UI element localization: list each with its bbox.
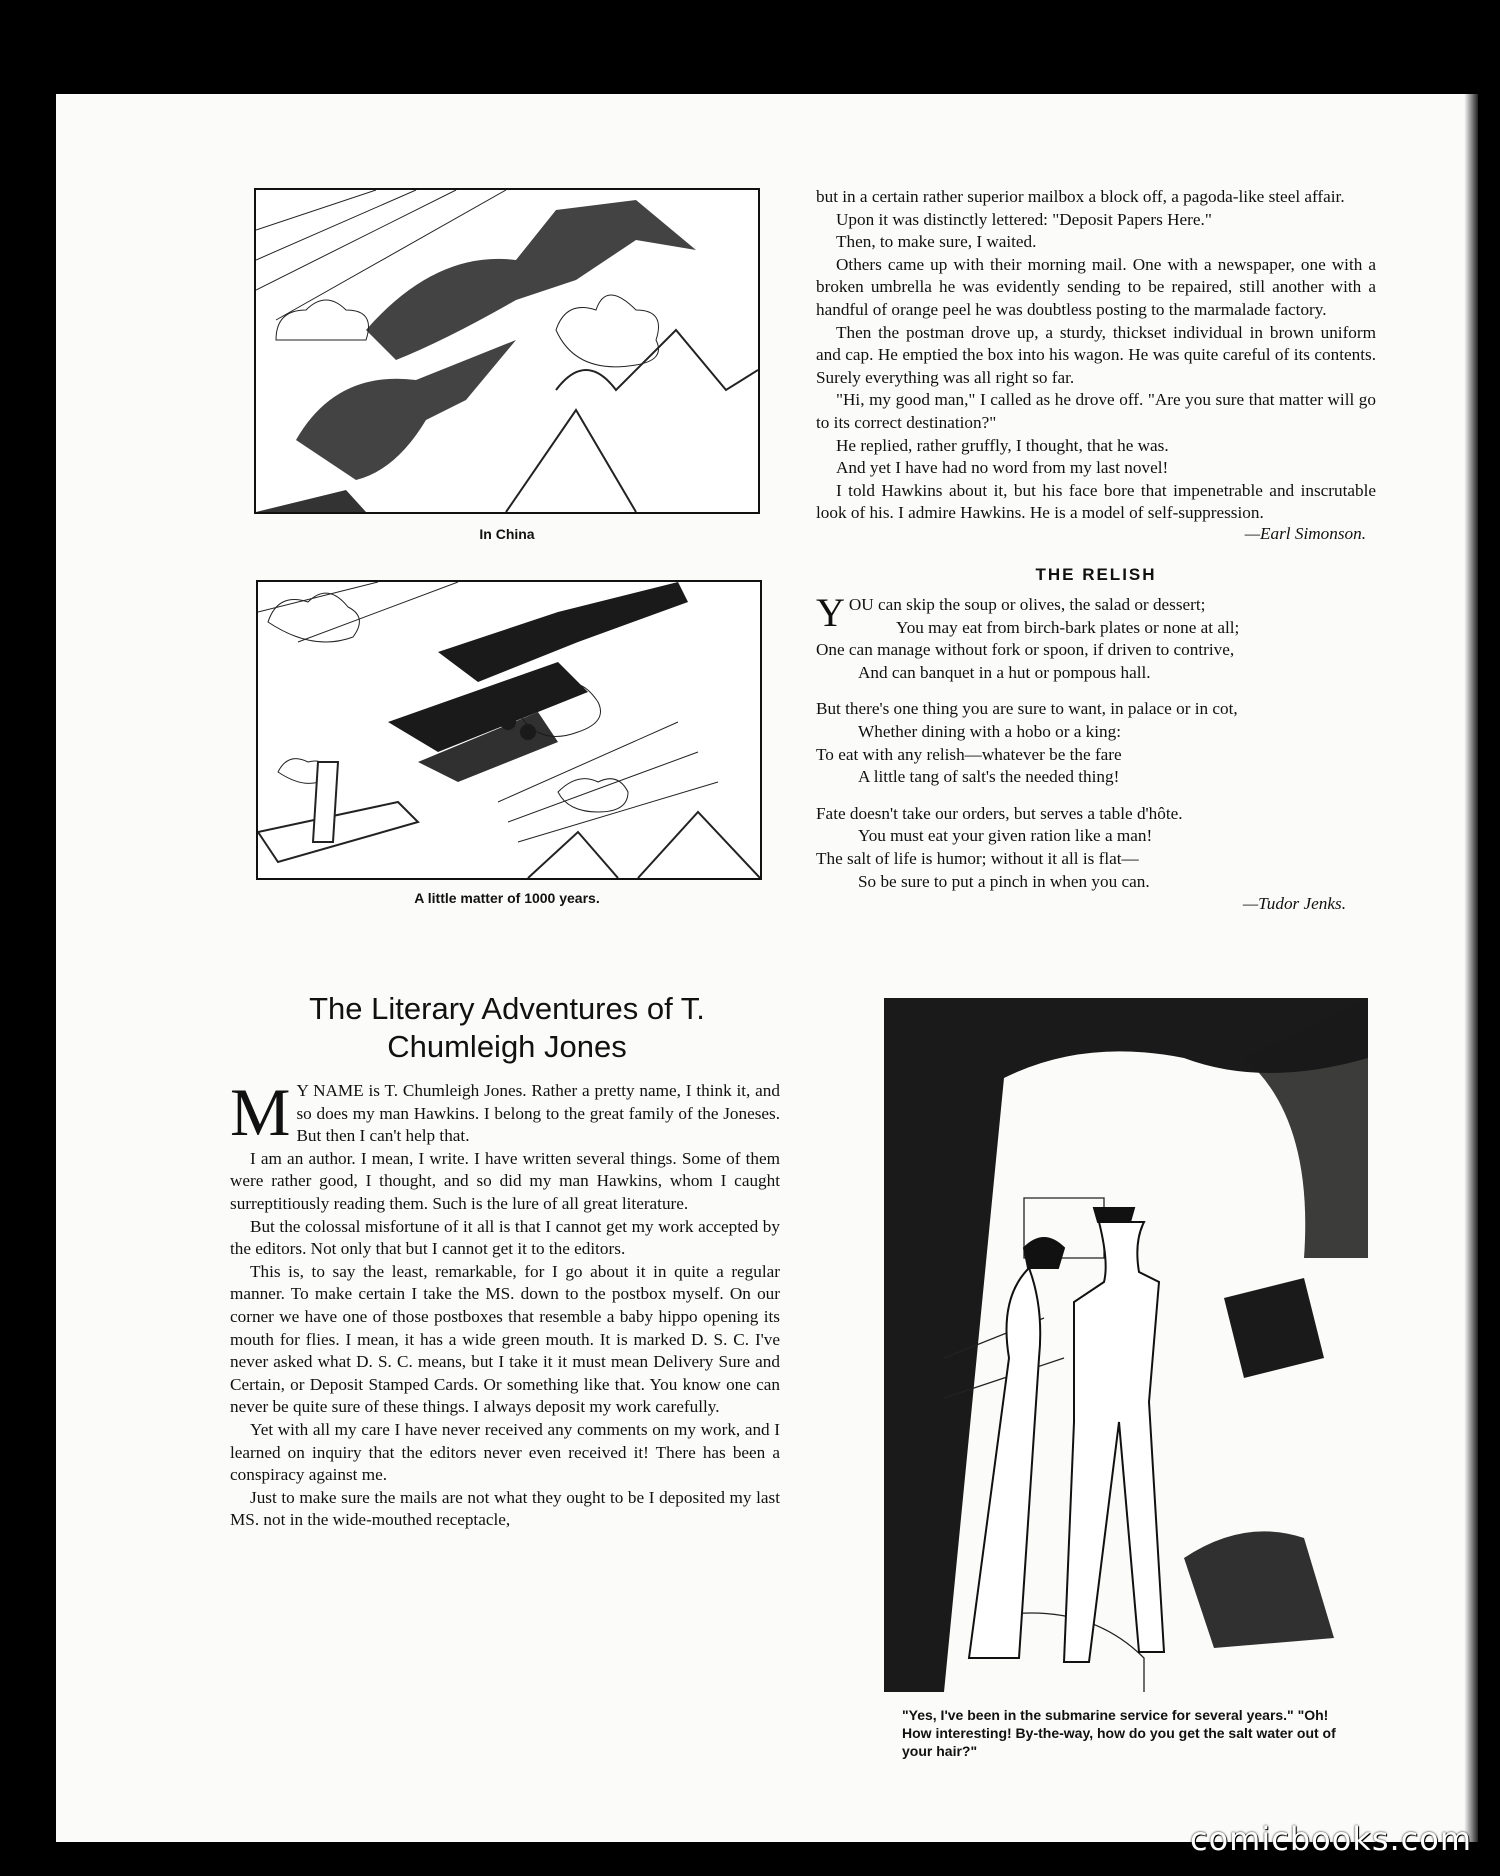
poem-line: One can manage without fork or spoon, if driven to contrive, bbox=[816, 640, 1235, 660]
magazine-page bbox=[56, 94, 1464, 1842]
story-paragraph: Then, to make sure, I waited. bbox=[836, 232, 1037, 252]
poem-line: OU can skip the soup or olives, the salad or dessert; bbox=[848, 595, 1206, 615]
story-paragraph: This is, to say the least, remarkable, for I go about it in quite a regular manner. To make certain I take the MS. down to the postbox myself. On our corner we have one of those postboxes that resemble a baby hippo opening its mouth for flies. I mean, it has a wide green mouth. It is marked D. S. C. I've never asked what D. S. C. means, but I take it it must mean Delivery Sure and Certain, or Deposit Stamped Cards. Or something like that. You know one can never be quite sure of these things. I always deposit my work carefully. bbox=[230, 1261, 780, 1417]
story-title: The Literary Adventures of T. Chumleigh Jones bbox=[309, 991, 705, 1064]
china-caption: In China bbox=[479, 526, 535, 542]
poem-stanza bbox=[816, 698, 1376, 788]
poem-line: Fate doesn't take our orders, but serves a table d'hôte. bbox=[816, 803, 1183, 823]
poem-line: The salt of life is humor; without it all is flat— bbox=[816, 849, 1139, 869]
story-first-paragraph-text: Y NAME is T. Chumleigh Jones. Rather a pretty name, I think it, and so does my man Hawkins. I belong to the great family of the Joneses. But then I can't help that. bbox=[296, 1081, 780, 1146]
airplane-caption: A little matter of 1000 years. bbox=[414, 890, 600, 906]
poem-author: —Tudor Jenks. bbox=[1242, 894, 1346, 914]
story-paragraph: Then the postman drove up, a sturdy, thickset individual in brown uniform and cap. He emptied the box into his wagon. He was quite careful of its contents. Surely everything was all right so far. bbox=[816, 322, 1376, 387]
poem-dropcap: Y bbox=[816, 590, 845, 636]
story-paragraph: Just to make sure the mails are not what they ought to be I deposited my last MS. not in the wide-mouthed receptacle, bbox=[230, 1487, 780, 1530]
poem-title: THE RELISH bbox=[1035, 564, 1157, 584]
story-paragraph: Yet with all my care I have never received any comments on my work, and I learned on inquiry that the editors never even received it! There has been a conspiracy against me. bbox=[230, 1419, 780, 1485]
story-left-column bbox=[230, 1074, 780, 1532]
story-paragraph: Upon it was distinctly lettered: "Deposit Papers Here." bbox=[836, 209, 1212, 229]
poem-body bbox=[816, 590, 1376, 916]
story-paragraph: And yet I have had no word from my last novel! bbox=[836, 458, 1169, 478]
story-paragraph: He replied, rather gruffly, I thought, that he was. bbox=[836, 435, 1169, 455]
site-watermark: comicbooks.com bbox=[1189, 1820, 1472, 1858]
dragon-illustration bbox=[254, 188, 760, 514]
poem-line: You may eat from birch-bark plates or none at all; bbox=[896, 617, 1240, 637]
story-continued-first: but in a certain rather superior mailbox a block off, a pagoda-like steel affair. bbox=[816, 187, 1345, 206]
story-paragraph: I told Hawkins about it, but his face bore that impenetrable and inscrutable look of his. I admire Hawkins. He is a model of self-suppression. bbox=[816, 480, 1376, 523]
poem-line: A little tang of salt's the needed thing! bbox=[858, 767, 1120, 787]
poem-line: And can banquet in a hut or pompous hall. bbox=[858, 662, 1151, 682]
garden-illustration bbox=[884, 998, 1368, 1692]
story-first-paragraph bbox=[230, 1074, 780, 1150]
poem-line: You must eat your given ration like a man! bbox=[858, 826, 1153, 846]
story-paragraph: Others came up with their morning mail. One with a newspaper, one with a broken umbrella he was evidently sending to be repaired, still another with a handful of orange peel he was doubtless posting to the marmalade factory. bbox=[816, 254, 1376, 319]
story-paragraph: "Hi, my good man," I called as he drove off. "Are you sure that matter will go to its correct destination?" bbox=[816, 390, 1376, 432]
poem-stanza bbox=[816, 590, 1376, 684]
story-paragraph: I am an author. I mean, I write. I have written several things. Some of them were rather good, I thought, and so did my man Hawkins, whom I caught surreptitiously reading them. Such is the lure of all great literature. bbox=[230, 1148, 780, 1213]
garden-caption: "Yes, I've been in the submarine service for several years." "Oh! How interesting! By-the-way, how do you get the salt water out of your hair?" bbox=[902, 1707, 1336, 1759]
poem-stanza bbox=[816, 803, 1376, 893]
page-edge-shadow bbox=[1464, 94, 1478, 1842]
airplane-illustration bbox=[256, 580, 762, 880]
story-right-column bbox=[816, 186, 1376, 916]
poem-line: Whether dining with a hobo or a king: bbox=[858, 722, 1122, 742]
poem-line: So be sure to put a pinch in when you can. bbox=[858, 871, 1150, 891]
story-paragraph: But the colossal misfortune of it all is that I cannot get my work accepted by the editors. Not only that but I cannot get it to the editors. bbox=[230, 1216, 780, 1259]
story-dropcap: M bbox=[230, 1074, 291, 1150]
poem-line: But there's one thing you are sure to want, in palace or in cot, bbox=[816, 699, 1238, 719]
story-author: —Earl Simonson. bbox=[1244, 523, 1366, 543]
poem-line: To eat with any relish—whatever be the fare bbox=[816, 744, 1122, 764]
